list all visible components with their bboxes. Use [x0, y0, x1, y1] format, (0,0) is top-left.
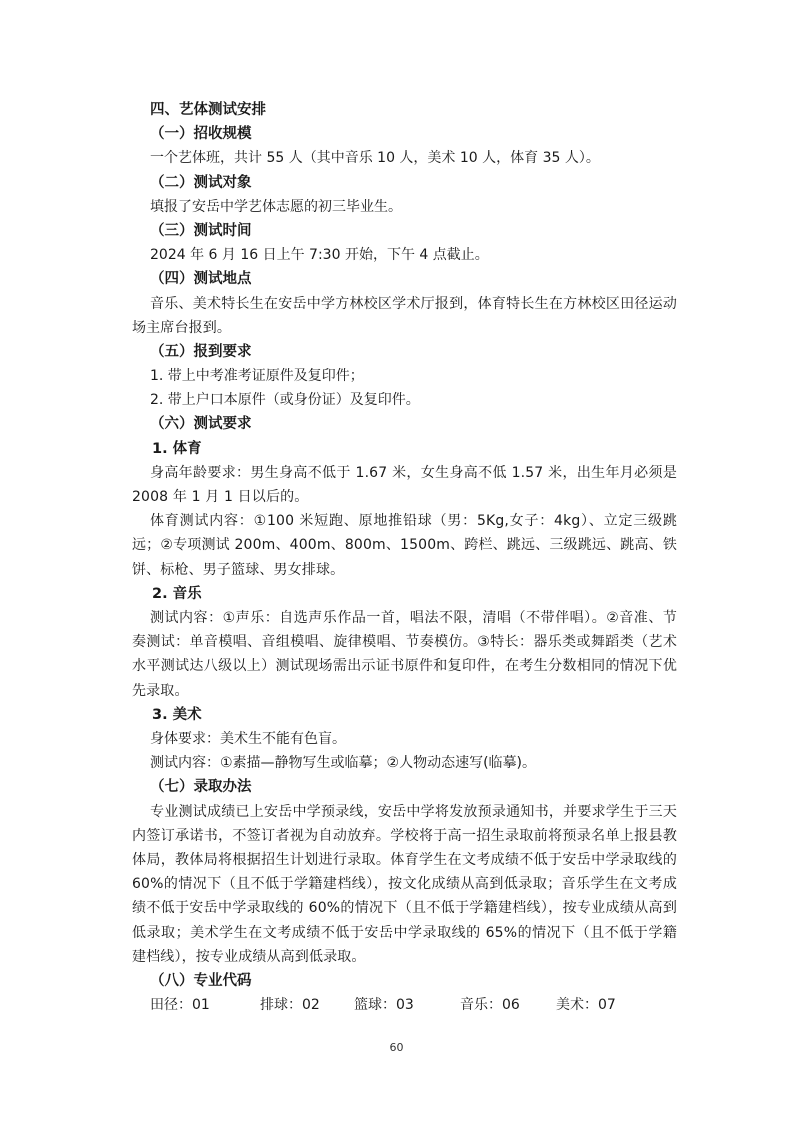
text-enrollment-scale: 一个艺体班，共计 55 人（其中音乐 10 人，美术 10 人，体育 35 人）。 — [150, 150, 600, 167]
text-test-target: 填报了安岳中学艺体志愿的初三毕业生。 — [150, 198, 402, 215]
heading-sports: 1. 体育 — [152, 440, 202, 457]
code-volleyball: 排球：02 — [260, 997, 320, 1014]
text-sports-height-age: 身高年龄要求：男生身高不低于 1.67 米，女生身高不低 1.57 米，出生年月必须是 2008 年 1 月 1 日以后的。 — [132, 464, 677, 506]
text-art-body-requirement: 身体要求：美术生不能有色盲。 — [150, 731, 346, 748]
text-test-time: 2024 年 6 月 16 日上午 7:30 开始，下午 4 点截止。 — [150, 247, 489, 264]
checkin-item-1: 1. 带上中考准考证原件及复印件； — [150, 368, 364, 385]
heading-test-target: （二）测试对象 — [150, 174, 252, 191]
heading-test-time: （三）测试时间 — [150, 222, 252, 239]
heading-checkin-requirements: （五）报到要求 — [150, 343, 252, 360]
heading-music: 2. 音乐 — [152, 585, 202, 602]
major-codes-row — [132, 993, 677, 1017]
heading-admission-method: （七）录取办法 — [150, 779, 252, 796]
heading-test-requirements: （六）测试要求 — [150, 416, 252, 433]
text-admission-method: 专业测试成绩已上安岳中学预录线，安岳中学将发放预录通知书，并要求学生于三天内签订承诺书，不签订者视为自动放弃。学校将于高一招生录取前将预录名单上报县教体局，教体局将根据招生计划进行录取。体育学生在文考成绩不低于安岳中学录取线的 60%的情况下（且不低于学籍建档线），按文化成绩从高到低录取；音乐学生在文考成绩不低于安岳中学录取线的 60%的情况下（且不低于学籍建档线），按专业成绩从高到低录取；美术学生在文考成绩不低于安岳中学录取线的 65%的情况下（且不低于学籍建档线），按专业成绩从高到低录取。 — [132, 803, 677, 965]
heading-major-codes: （八）专业代码 — [150, 973, 252, 990]
text-sports-test-content: 体育测试内容：①100 米短跑、原地推铅球（男：5Kg,女子：4kg）、立定三级跳远；②专项测试 200m、400m、800m、1500m、跨栏、跳远、三级跳远、跳高、铁饼、标枪、男子篮球、男女排球。 — [132, 513, 677, 578]
heading-art: 3. 美术 — [152, 706, 202, 723]
section-title: 四、艺体测试安排 — [150, 102, 266, 118]
code-music: 音乐：06 — [460, 997, 520, 1014]
text-music-test-content: 测试内容：①声乐：自选声乐作品一首，唱法不限，清唱（不带伴唱）。②音准、节奏测试：单音模唱、音组模唱、旋律模唱、节奏模仿。③特长：器乐类或舞蹈类（艺术水平测试达八级以上）测试现场需出示证书原件和复印件，在考生分数相同的情况下优先录取。 — [132, 610, 677, 699]
page-number: 60 — [389, 1041, 404, 1054]
code-art: 美术：07 — [556, 997, 616, 1014]
checkin-item-2: 2. 带上户口本原件（或身份证）及复印件。 — [150, 392, 420, 409]
heading-test-location: （四）测试地点 — [150, 271, 252, 288]
code-track-field: 田径：01 — [150, 997, 210, 1014]
page-content — [132, 98, 677, 1017]
text-art-test-content: 测试内容：①素描—静物写生或临摹；②人物动态速写(临摹)。 — [150, 755, 537, 772]
text-test-location: 音乐、美术特长生在安岳中学方林校区学术厅报到，体育特长生在方林校区田径运动场主席台报到。 — [132, 295, 677, 336]
heading-enrollment-scale: （一）招收规模 — [150, 126, 252, 143]
code-basketball: 篮球：03 — [354, 997, 414, 1014]
